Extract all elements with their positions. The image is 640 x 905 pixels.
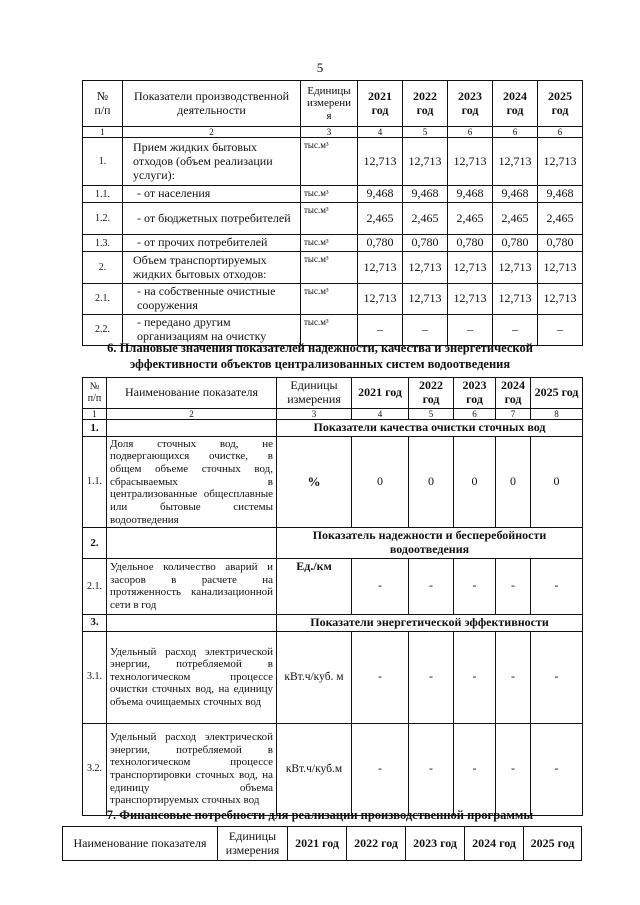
index-cell: 4 [352,408,409,419]
row-unit: тыс.м³ [301,252,358,284]
value-cell: 12,713 [448,252,493,284]
section-title: Показатель надежности и бесперебойности водоотведения [277,528,583,559]
value-cell: – [403,314,448,345]
index-cell: 7 [496,408,531,419]
header-name: Наименование показателя [63,827,218,861]
value-cell: 2,465 [448,203,493,235]
header-year: 2022 год [409,378,454,409]
header-year: 2025 год [524,827,582,861]
index-cell: 2 [123,127,301,138]
header-year: 2024 год [493,81,538,127]
row-num: 1. [83,138,123,186]
index-cell: 1 [83,127,123,138]
row-name: Удельный расход электрической энергии, потребляемой в технологическом процессе очистки сточных вод, на единицу объема очищаемых сточных вод [107,631,277,723]
table-row [83,436,583,527]
header-num: № п/п [83,81,123,127]
value-cell: 12,713 [538,284,583,315]
value-cell: 12,713 [403,252,448,284]
value-cell: 2,465 [493,203,538,235]
header-unit: Единицы измерения [277,378,352,409]
value-cell: 0 [409,436,454,527]
row-name: - от прочих потребителей [123,235,301,252]
value-cell: 0,780 [403,235,448,252]
value-cell: 0 [352,436,409,527]
value-cell: – [493,314,538,345]
index-cell: 5 [403,127,448,138]
index-cell: 5 [409,408,454,419]
header-unit: Единицы измерения [218,827,288,861]
value-cell: 12,713 [358,138,403,186]
section-num: 1. [83,419,107,436]
section-row [83,614,583,631]
table-row [83,631,583,723]
header-year: 2024 год [496,378,531,409]
section-title: Показатели качества очистки сточных вод [277,419,583,436]
row-name: Доля сточных вод, не подвергающихся очистке, в общем объеме сточных вод, сбрасываемых в централизованные общесплавные или бытовые системы водоотведения [107,436,277,527]
value-cell: 2,465 [358,203,403,235]
reliability-indicators-table [82,377,583,816]
row-unit: Ед./км [277,558,352,614]
table-row [83,203,583,235]
value-cell: 0 [531,436,583,527]
row-num: 2. [83,252,123,284]
value-cell: 12,713 [493,252,538,284]
section-6-title [0,341,640,372]
row-name: Объем транспортируемых жидких бытовых отходов: [123,252,301,284]
value-cell: - [454,723,496,815]
table-row [83,723,583,815]
index-cell: 6 [454,408,496,419]
value-cell: 12,713 [493,284,538,315]
value-cell: 9,468 [403,186,448,203]
row-name: Прием жидких бытовых отходов (объем реализации услуги): [123,138,301,186]
row-unit: тыс.м³ [301,138,358,186]
header-name: Показатели производственной деятельности [123,81,301,127]
header-year: 2025 год [538,81,583,127]
index-cell: 6 [493,127,538,138]
row-name: Удельный расход электрической энергии, потребляемой в технологическом процессе транспортировки сточных вод, на единицу объема транспортируемых сточных вод [107,723,277,815]
row-num: 3.2. [83,723,107,815]
value-cell: 9,468 [538,186,583,203]
row-name: - передано другим организациям на очистку [123,314,301,345]
row-unit: тыс.м³ [301,235,358,252]
table-row [83,235,583,252]
row-num: 1.3. [83,235,123,252]
header-year: 2021 год [358,81,403,127]
index-cell: 6 [538,127,583,138]
row-num: 2.1. [83,558,107,614]
header-unit: Единицы измерени я [301,81,358,127]
section-spacer [107,528,277,559]
value-cell: - [496,631,531,723]
value-cell: 0,780 [538,235,583,252]
value-cell: 12,713 [538,138,583,186]
index-cell: 8 [531,408,583,419]
row-name: - от населения [123,186,301,203]
row-num: 3.1. [83,631,107,723]
row-num: 1.2. [83,203,123,235]
value-cell: - [531,558,583,614]
value-cell: - [352,558,409,614]
section-spacer [107,419,277,436]
value-cell: 12,713 [448,138,493,186]
table-row [83,252,583,284]
value-cell: 2,465 [403,203,448,235]
section-spacer [107,614,277,631]
section-6-title-line1: 6. Плановые значения показателей надежности, качества и энергетической [107,341,533,355]
header-year: 2021 год [352,378,409,409]
value-cell: 12,713 [403,284,448,315]
page-number: 5 [316,60,324,75]
index-cell: 3 [301,127,358,138]
row-unit: тыс.м³ [301,203,358,235]
header-year: 2024 год [465,827,524,861]
index-row [83,408,583,419]
row-num: 1.1. [83,186,123,203]
value-cell: - [454,558,496,614]
header-year: 2025 год [531,378,583,409]
row-unit: тыс.м³ [301,314,358,345]
section-row [83,419,583,436]
row-name: - на собственные очистные сооружения [123,284,301,315]
section-7-title: 7. Финансовые потребности для реализации производственной программы [106,808,534,822]
index-cell: 6 [448,127,493,138]
value-cell: – [448,314,493,345]
value-cell: - [409,723,454,815]
value-cell: – [538,314,583,345]
row-unit: тыс.м³ [301,284,358,315]
section-num: 3. [83,614,107,631]
value-cell: 12,713 [538,252,583,284]
header-year: 2023 год [448,81,493,127]
value-cell: 0 [496,436,531,527]
value-cell: - [409,558,454,614]
value-cell: 0 [454,436,496,527]
index-cell: 3 [277,408,352,419]
header-year: 2021 год [288,827,347,861]
section-title: Показатели энергетической эффективности [277,614,583,631]
value-cell: 9,468 [448,186,493,203]
value-cell: 12,713 [448,284,493,315]
value-cell: - [496,558,531,614]
value-cell: - [531,631,583,723]
value-cell: - [454,631,496,723]
value-cell: 2,465 [538,203,583,235]
production-indicators-table [82,80,583,346]
value-cell: 12,713 [493,138,538,186]
index-cell: 1 [83,408,107,419]
financial-needs-table [62,826,582,861]
header-year: 2022 год [403,81,448,127]
index-row [83,127,583,138]
row-unit: кВт.ч/куб. м [277,631,352,723]
row-num: 1.1. [83,436,107,527]
row-unit: кВт.ч/куб.м [277,723,352,815]
header-num: № п/п [83,378,107,409]
value-cell: 9,468 [358,186,403,203]
value-cell: - [352,631,409,723]
value-cell: - [352,723,409,815]
section-row [83,528,583,559]
value-cell: - [409,631,454,723]
value-cell: 12,713 [358,284,403,315]
row-name: Удельное количество аварий и засоров в расчете на протяженность канализационной сети в год [107,558,277,614]
section-6-title-line2: эффективности объектов централизованных систем водоотведения [129,356,511,371]
header-year: 2022 год [347,827,406,861]
section-num: 2. [83,528,107,559]
value-cell: 0,780 [493,235,538,252]
header-year: 2023 год [454,378,496,409]
value-cell: 0,780 [448,235,493,252]
table-row [83,284,583,315]
row-unit: тыс.м³ [301,186,358,203]
value-cell: - [531,723,583,815]
row-num: 2.2. [83,314,123,345]
row-name: - от бюджетных потребителей [123,203,301,235]
header-name: Наименование показателя [107,378,277,409]
value-cell: 12,713 [403,138,448,186]
row-num: 2.1. [83,284,123,315]
value-cell: 0,780 [358,235,403,252]
value-cell: 12,713 [358,252,403,284]
value-cell: - [496,723,531,815]
header-year: 2023 год [406,827,465,861]
value-cell: – [358,314,403,345]
value-cell: 9,468 [493,186,538,203]
row-unit: % [277,436,352,527]
table-row [83,558,583,614]
table-row [83,186,583,203]
table-row [83,138,583,186]
index-cell: 4 [358,127,403,138]
index-cell: 2 [107,408,277,419]
